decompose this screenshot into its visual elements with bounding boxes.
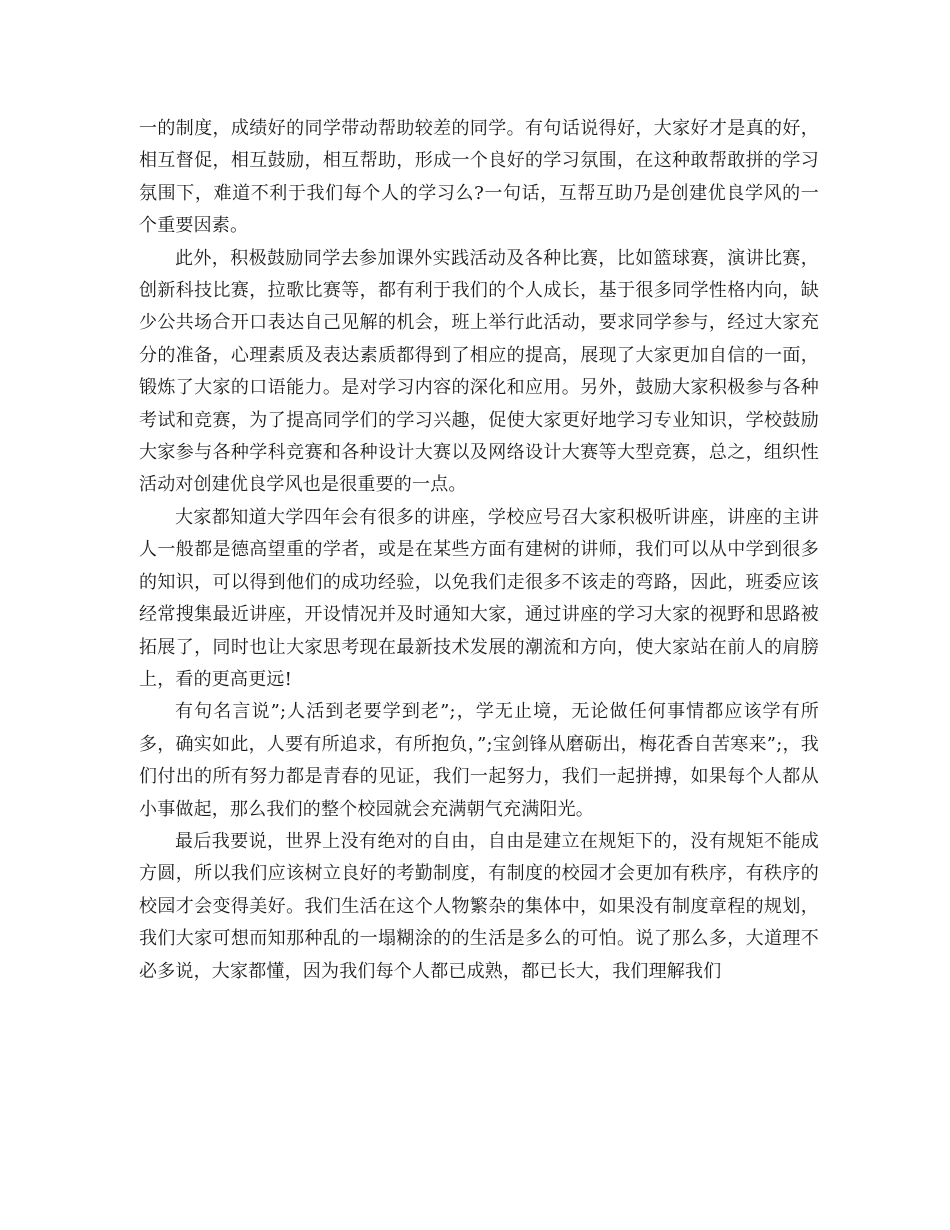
paragraph-2: 此外，积极鼓励同学去参加课外实践活动及各种比赛，比如篮球赛，演讲比赛，创新科技比赛，拉歌比赛等，都有利于我们的个人成长，基于很多同学性格内向，缺少公共场合开口表达自己见解的机会，班上举行此活动，要求同学参与，经过大家充分的准备，心理素质及表达素质都得到了相应的提高，展现了大家更加自信的一面，锻炼了大家的口语能力。是对学习内容的深化和应用。另外，鼓励大家积极参与各种考试和竞赛，为了提高同学们的学习兴趣，促使大家更好地学习专业知识，学校鼓励大家参与各种学科竞赛和各种设计大赛以及网络设计大赛等大型竞赛，总之，组织性活动对创建优良学风也是很重要的一点。 [139, 247, 819, 496]
body-text [139, 113, 819, 988]
paragraph-3: 大家都知道大学四年会有很多的讲座，学校应号召大家积极听讲座，讲座的主讲人一般都是德高望重的学者，或是在某些方面有建树的讲师，我们可以从中学到很多的知识，可以得到他们的成功经验，以免我们走很多不该走的弯路，因此，班委应该经常搜集最近讲座，开设情况并及时通知大家，通过讲座的学习大家的视野和思路被拓展了，同时也让大家思考现在最新技术发展的潮流和方向，使大家站在前人的肩膀上，看的更高更远! [139, 506, 819, 690]
paragraph-4: 有句名言说”;人活到老要学到老”;，学无止境，无论做任何事情都应该学有所多，确实如此，人要有所追求，有所抱负，”;宝剑锋从磨砺出，梅花香自苦寒来”;，我们付出的所有努力都是青春的见证，我们一起努力，我们一起拼搏，如果每个人都从小事做起，那么我们的整个校园就会充满朝气充满阳光。 [139, 701, 819, 820]
paragraph-1: 一的制度，成绩好的同学带动帮助较差的同学。有句话说得好，大家好才是真的好，相互督促，相互鼓励，相互帮助，形成一个良好的学习氛围，在这种敢帮敢拼的学习氛围下，难道不利于我们每个人的学习么?一句话，互帮互助乃是创建优良学风的一个重要因素。 [139, 118, 819, 237]
paragraph-5: 最后我要说，世界上没有绝对的自由，自由是建立在规矩下的，没有规矩不能成方圆，所以我们应该树立良好的考勤制度，有制度的校园才会更加有秩序，有秩序的校园才会变得美好。我们生活在这个人物繁杂的集体中，如果没有制度章程的规划，我们大家可想而知那种乱的一塌糊涂的的生活是多么的可怕。说了那么多，大道理不必多说，大家都懂，因为我们每个人都已成熟，都已长大，我们理解我们 [139, 830, 819, 982]
